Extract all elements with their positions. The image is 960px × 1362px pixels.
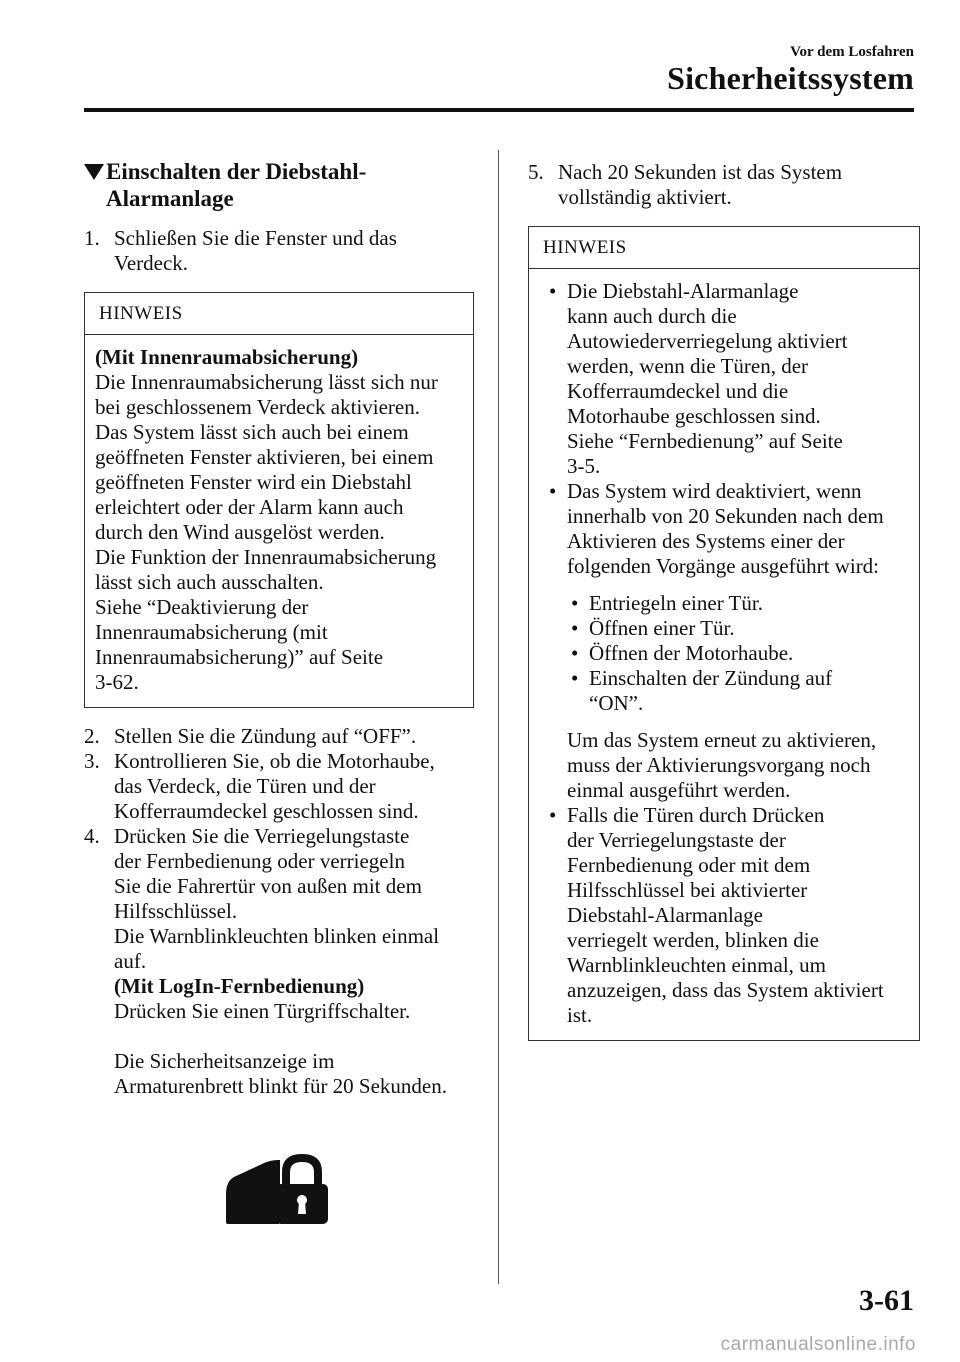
- note-text: Autowiederverriegelung aktiviert: [567, 329, 848, 353]
- header-rule: [84, 108, 914, 112]
- note-text: Die Funktion der Innenraumabsicherung: [95, 545, 437, 569]
- note-sub-bullet: [539, 616, 913, 641]
- note-sub-bullet: [539, 591, 913, 616]
- note-text: Siehe “Fernbedienung” auf Seite: [567, 429, 843, 453]
- note-body: [529, 269, 919, 1040]
- note-bullet: [539, 479, 913, 579]
- note-text: “ON”.: [589, 691, 644, 715]
- note-link-page[interactable]: 3-62.: [95, 670, 139, 694]
- step-3: [84, 749, 474, 824]
- right-column: [528, 160, 920, 1057]
- step-text: Stellen Sie die Zündung auf “OFF”.: [114, 724, 417, 748]
- column-divider: [498, 150, 499, 1284]
- note-box: [84, 292, 474, 708]
- note-subheading: (Mit Innenraumabsicherung): [95, 345, 359, 369]
- note-text: Kofferraumdeckel und die: [567, 379, 789, 403]
- note-text: Aktivieren des Systems einer der: [567, 529, 845, 553]
- note-text: Die Diebstahl-Alarmanlage: [567, 279, 799, 303]
- note-text: Um das System erneut zu aktivieren,: [567, 728, 877, 752]
- note-text: verriegelt werden, blinken die: [567, 928, 819, 952]
- note-text: Warnblinkleuchten einmal, um: [567, 953, 826, 977]
- note-sub-bullet: [539, 666, 913, 716]
- step-subheading: (Mit LogIn-Fernbedienung): [114, 974, 365, 998]
- note-heading: HINWEIS: [85, 293, 473, 335]
- security-indicator-lock-icon: [222, 1150, 330, 1226]
- note-sub-bullet: [539, 641, 913, 666]
- bullet-dot: •: [549, 279, 557, 303]
- step-text: Sie die Fahrertür von außen mit dem: [114, 874, 422, 898]
- watermark-text[interactable]: carmanualsonline.info: [720, 1334, 916, 1355]
- note-heading: HINWEIS: [529, 227, 919, 269]
- note-text: Diebstahl-Alarmanlage: [567, 903, 763, 927]
- bullet-dot: •: [571, 616, 579, 640]
- note-text: Öffnen der Motorhaube.: [589, 641, 794, 665]
- note-text: Falls die Türen durch Drücken: [567, 803, 825, 827]
- note-text: lässt sich auch ausschalten.: [95, 570, 324, 594]
- step-text: Schließen Sie die Fenster und das: [114, 226, 397, 250]
- step-text: vollständig aktiviert.: [558, 185, 732, 209]
- note-body: [85, 335, 473, 707]
- step-text: Verdeck.: [114, 251, 189, 275]
- step-text: Drücken Sie einen Türgriffschalter.: [114, 999, 411, 1023]
- note-link-page[interactable]: 3-5.: [567, 454, 601, 478]
- step-text: Kontrollieren Sie, ob die Motorhaube,: [114, 749, 435, 773]
- step-5: [528, 160, 920, 210]
- note-text: folgenden Vorgänge ausgeführt wird:: [567, 554, 880, 578]
- note-text: der Verriegelungstaste der: [567, 828, 786, 852]
- note-text: muss der Aktivierungsvorgang noch: [567, 753, 871, 777]
- note-bullet: [539, 803, 913, 1028]
- note-text: Innenraumabsicherung)” auf Seite: [95, 645, 384, 669]
- step-text: Die Sicherheitsanzeige im: [114, 1049, 335, 1073]
- page-title: Sicherheitssystem: [667, 60, 914, 96]
- note-text: einmal ausgeführt werden.: [567, 778, 791, 802]
- note-text: Einschalten der Zündung auf: [589, 666, 833, 690]
- note-text: innerhalb von 20 Sekunden nach dem: [567, 504, 884, 528]
- note-box: [528, 226, 920, 1041]
- note-text: bei geschlossenem Verdeck aktivieren.: [95, 395, 420, 419]
- note-text: durch den Wind ausgelöst werden.: [95, 520, 385, 544]
- note-text: Öffnen einer Tür.: [589, 616, 735, 640]
- step-2: [84, 724, 474, 749]
- note-text: Hilfsschlüssel bei aktivierter: [567, 878, 808, 902]
- note-text: erleichtert oder der Alarm kann auch: [95, 495, 404, 519]
- note-text: geöffneten Fenster aktivieren, bei einem: [95, 445, 434, 469]
- note-text: geöffneten Fenster wird ein Diebstahl: [95, 470, 412, 494]
- note-text: Fernbedienung oder mit dem: [567, 853, 811, 877]
- bullet-dot: •: [571, 641, 579, 665]
- bullet-dot: •: [571, 591, 579, 615]
- step-4: [84, 824, 474, 1099]
- note-text: Die Innenraumabsicherung lässt sich nur: [95, 370, 438, 394]
- step-text: Hilfsschlüssel.: [114, 899, 238, 923]
- note-text: werden, wenn die Türen, der: [567, 354, 809, 378]
- note-text: Siehe “Deaktivierung der: [95, 595, 309, 619]
- note-paragraph: [539, 728, 913, 803]
- step-text: Armaturenbrett blinkt für 20 Sekunden.: [114, 1074, 448, 1098]
- triangle-marker-icon: [84, 164, 104, 180]
- step-text: der Fernbedienung oder verriegeln: [114, 849, 405, 873]
- step-text: Kofferraumdeckel geschlossen sind.: [114, 799, 419, 823]
- chapter-label: Vor dem Losfahren: [790, 44, 914, 60]
- bullet-dot: •: [549, 479, 557, 503]
- step-text: Drücken Sie die Verriegelungstaste: [114, 824, 410, 848]
- step-text: Nach 20 Sekunden ist das System: [558, 160, 843, 184]
- bullet-dot: •: [571, 666, 579, 690]
- step-number: 3.: [84, 749, 100, 773]
- section-title-line: Einschalten der Diebstahl-: [106, 159, 367, 184]
- section-title-line: Alarmanlage: [106, 186, 234, 211]
- note-text: Entriegeln einer Tür.: [589, 591, 763, 615]
- step-1: [84, 226, 474, 276]
- step-text: Die Warnblinkleuchten blinken einmal: [114, 924, 440, 948]
- note-text: Das System wird deaktiviert, wenn: [567, 479, 862, 503]
- note-text: Innenraumabsicherung (mit: [95, 620, 328, 644]
- note-text: ist.: [567, 1003, 593, 1027]
- note-text: Motorhaube geschlossen sind.: [567, 404, 821, 428]
- spacer: [539, 716, 913, 728]
- spacer: [539, 579, 913, 591]
- step-number: 1.: [84, 226, 100, 250]
- page-number: 3-61: [859, 1284, 914, 1317]
- note-text: kann auch durch die: [567, 304, 737, 328]
- section-title: [84, 158, 474, 212]
- spacer: [114, 1024, 474, 1049]
- left-column: [84, 158, 474, 1099]
- note-bullet: [539, 279, 913, 479]
- step-text: auf.: [114, 949, 147, 973]
- bullet-dot: •: [549, 803, 557, 827]
- note-text: Das System lässt sich auch bei einem: [95, 420, 409, 444]
- step-number: 5.: [528, 160, 544, 184]
- note-text: anzuzeigen, dass das System aktiviert: [567, 978, 884, 1002]
- step-number: 4.: [84, 824, 100, 848]
- step-text: das Verdeck, die Türen und der: [114, 774, 376, 798]
- step-number: 2.: [84, 724, 100, 748]
